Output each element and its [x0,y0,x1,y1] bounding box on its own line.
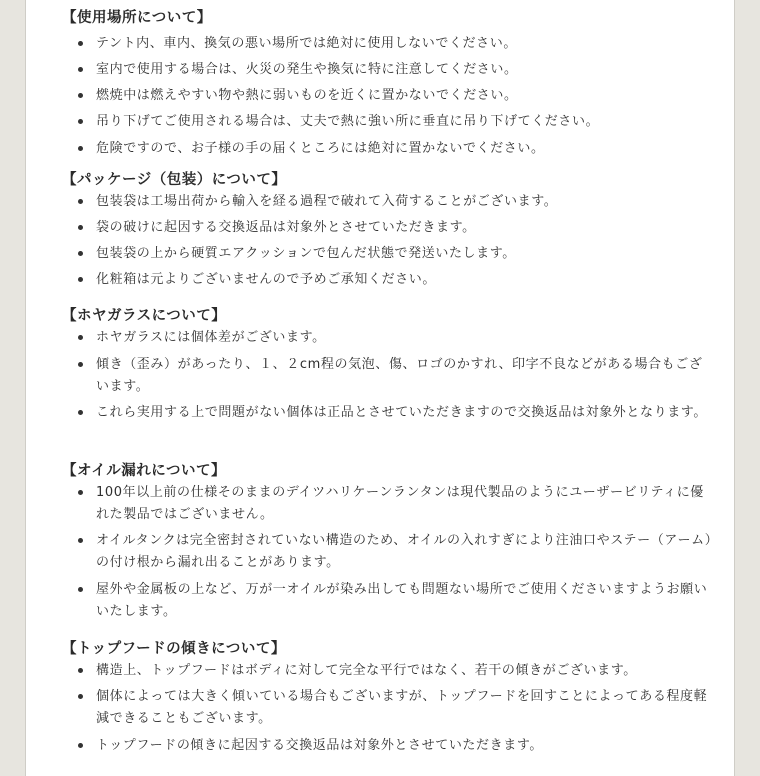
bullet-icon [78,225,83,230]
bullet-icon [78,67,83,72]
item-text: 屋外や金属板の上など、万が一オイルが染み出しても問題ない場所でご使用くださいますようお願いいたします。 [96,582,708,619]
item-text: ホヤガラスには個体差がございます。 [96,330,326,345]
item-text: 室内で使用する場合は、火災の発生や換気に特に注意してください。 [96,62,518,77]
bullet-icon [78,199,83,204]
bullet-icon [78,146,83,151]
bullet-icon [78,538,83,543]
section-heading: 【オイル漏れについて】 [62,463,226,479]
bullet-icon [78,410,83,415]
item-text: 包装袋は工場出荷から輸入を経る過程で破れて入荷することがございます。 [96,194,558,209]
bullet-icon [78,93,83,98]
section-heading: 【トップフードの傾きについて】 [62,641,286,657]
bullet-icon [78,490,83,495]
bullet-icon [78,251,83,256]
item-text: これら実用する上で問題がない個体は正品とさせていただきますので交換返品は対象外となります。 [96,405,707,420]
item-text: 化粧箱は元よりございませんので予めご承知ください。 [96,272,437,287]
bullet-icon [78,668,83,673]
item-text: 袋の破けに起因する交換返品は対象外とさせていただきます。 [96,220,476,235]
item-text: トップフードの傾きに起因する交換返品は対象外とさせていただきます。 [96,738,543,753]
bullet-icon [78,587,83,592]
section-heading: 【使用場所について】 [62,10,212,26]
bullet-icon [78,119,83,124]
item-text: 100年以上前の仕様そのままのデイツハリケーンランタンは現代製品のようにユーザービリティに優れた製品ではございません。 [96,485,704,522]
item-text: 個体によっては大きく傾いている場合もございますが、トップフードを回すことによってある程度軽減できることもございます。 [96,689,708,726]
bullet-icon [78,694,83,699]
item-text: 危険ですので、お子様の手の届くところには絶対に置かないでください。 [96,141,545,156]
item-text: オイルタンクは完全密封されていない構造のため、オイルの入れすぎにより注油口やステー（アーム）の付け根から漏れ出ることがあります。 [96,533,712,570]
item-text: 燃焼中は燃えやすい物や熱に弱いものを近くに置かないでください。 [96,88,518,103]
item-text: 傾き（歪み）があったり、１、２cm程の気泡、傷、ロゴのかすれ、印字不良などがある場合もございます。 [96,357,703,394]
section-heading: 【ホヤガラスについて】 [62,308,227,324]
content-panel [25,0,735,776]
item-text: 包装袋の上から硬質エアクッションで包んだ状態で発送いたします。 [96,246,516,261]
bullet-icon [78,335,83,340]
item-text: 構造上、トップフードはボディに対して完全な平行ではなく、若干の傾きがございます。 [96,663,637,678]
section-heading: 【パッケージ（包装）について】 [62,172,287,188]
item-text: テント内、車内、換気の悪い場所では絶対に使用しないでください。 [96,36,517,51]
bullet-icon [78,362,83,367]
bullet-icon [78,743,83,748]
item-text: 吊り下げてご使用される場合は、丈夫で熱に強い所に垂直に吊り下げてください。 [96,114,600,129]
bullet-icon [78,41,83,46]
bullet-icon [78,277,83,282]
